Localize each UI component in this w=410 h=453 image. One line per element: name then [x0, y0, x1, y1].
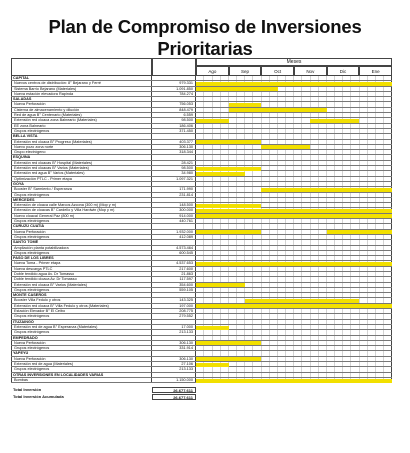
month-header: Ene: [359, 66, 392, 76]
row-timeline: [196, 267, 392, 271]
row-name: Sistema Barrio Bejarano (Materiales): [11, 87, 152, 91]
row-timeline: [196, 283, 392, 287]
total-label: Total Inversión: [13, 387, 42, 393]
row-timeline: [196, 246, 392, 250]
row-amount: 914.000: [152, 214, 196, 218]
row-timeline: [196, 309, 392, 313]
total-amount: 26.677.611: [152, 387, 196, 393]
row-amount: [152, 224, 196, 228]
row-name: Grupos electrógenos: [11, 330, 152, 334]
row-name: Extensión red cloaca B° Varios (Materiales): [11, 283, 152, 287]
total-row: [11, 393, 193, 400]
schedule-bar: [196, 209, 392, 213]
row-amount: 600.545: [152, 251, 196, 255]
row-name: Extensión de cloacas B° Cardello y Villa Hardwin (Mop y m): [11, 208, 152, 212]
schedule-bar: [261, 188, 392, 192]
row-amount: [152, 351, 196, 355]
row-timeline: [196, 214, 392, 218]
row-amount: 186.406: [152, 124, 196, 128]
row-name: SALADAS: [11, 97, 152, 101]
row-name: Extensión red cloaca B° Progreso (Materiales): [11, 140, 152, 144]
row-name: Red de agua B° Centenario (Materiales): [11, 113, 152, 117]
schedule-bar: [196, 87, 278, 91]
row-timeline: [196, 177, 392, 181]
row-name: SANTO TOMÉ: [11, 240, 152, 244]
row-amount: 403.377: [152, 140, 196, 144]
row-amount: 98.500: [152, 166, 196, 170]
row-name: BELLA VISTA: [11, 134, 152, 138]
row-timeline: [196, 187, 392, 191]
month-header: Oct: [261, 66, 294, 76]
row-name: Grupos electrógenos: [11, 251, 152, 255]
row-amount: 98.500: [152, 118, 196, 122]
row-amount: [152, 336, 196, 340]
row-name: Cisterna de almacenamiento y dilución: [11, 108, 152, 112]
row-amount: [152, 256, 196, 260]
schedule-bar: [196, 326, 229, 330]
schedule-bar: [310, 119, 359, 123]
row-timeline: [196, 288, 392, 292]
row-name: Nuevo cloacal General Paz (800 m): [11, 214, 152, 218]
row-timeline: [196, 320, 392, 324]
row-amount: 148.500: [152, 203, 196, 207]
row-amount: [152, 76, 196, 80]
row-amount: 354.600: [152, 283, 196, 287]
row-timeline: [196, 272, 392, 276]
row-name: ITUZAINGÓ: [11, 320, 152, 324]
row-name: Grupos electrógenos: [11, 314, 152, 318]
row-name: Booster Villa Fedulo y otros: [11, 298, 152, 302]
schedule-bar: [261, 145, 310, 149]
row-name: Nueva Perforación: [11, 102, 152, 106]
row-amount: 28.421: [152, 161, 196, 165]
row-name: Nueva Perforación: [11, 230, 152, 234]
schedule-bar: [196, 230, 261, 234]
row-name: Extensión red agua B° Varios (Materiales): [11, 171, 152, 175]
row-timeline: [196, 124, 392, 128]
row-timeline: [196, 81, 392, 85]
row-name: Booster B° Sarmiento / Esperanza: [11, 187, 152, 191]
row-amount: 559.105: [152, 288, 196, 292]
row-timeline: [196, 113, 392, 117]
row-name: ESQUINA: [11, 155, 152, 159]
page-title: Plan de Compromiso de Inversiones Prioritarias: [48, 16, 362, 59]
header-blank-name: [11, 58, 152, 76]
schedule-bar: [196, 204, 261, 208]
row-timeline: [196, 357, 392, 361]
row-name: EMPEDRADO: [11, 336, 152, 340]
table-row: [11, 378, 392, 383]
schedule-bar: [196, 172, 245, 176]
row-amount: 300.000: [152, 208, 196, 212]
row-timeline: [196, 261, 392, 265]
row-amount: 1.932.000: [152, 230, 196, 234]
row-amount: [152, 320, 196, 324]
row-amount: 213.133: [152, 367, 196, 371]
month-header: Ago: [196, 66, 229, 76]
schedule-bar: [196, 262, 392, 266]
month-header: Dic: [327, 66, 360, 76]
row-timeline: [196, 155, 392, 159]
row-amount: 306.130: [152, 145, 196, 149]
row-timeline: [196, 108, 392, 112]
row-timeline: [196, 330, 392, 334]
row-name: Nuevo pozo zona norte: [11, 145, 152, 149]
row-timeline: [196, 240, 392, 244]
row-name: Nueva estación elevadora Rapinda: [11, 92, 152, 96]
row-name: PASO DE LOS LIBRES: [11, 256, 152, 260]
row-amount: 440.761: [152, 219, 196, 223]
row-amount: 979.331: [152, 81, 196, 85]
row-name: MONTE CASEROS: [11, 293, 152, 297]
row-name: Nueva Perforación: [11, 341, 152, 345]
row-timeline: [196, 97, 392, 101]
schedule-bar: [245, 299, 359, 303]
row-name: Extensión red de agua (Materiales): [11, 362, 152, 366]
row-timeline: [196, 140, 392, 144]
row-amount: 756.053: [152, 102, 196, 106]
row-timeline: [196, 251, 392, 255]
row-timeline: [196, 145, 392, 149]
row-timeline: [196, 256, 392, 260]
row-timeline: [196, 198, 392, 202]
row-timeline: [196, 161, 392, 165]
row-name: Grupos electrógenos: [11, 367, 152, 371]
row-timeline: [196, 129, 392, 133]
row-timeline: [196, 378, 392, 382]
row-name: Optimización PTLC - Primer etapa: [11, 177, 152, 181]
header-blank-amount: [152, 58, 196, 76]
table-body: [11, 76, 392, 383]
row-name: CURUZÚ CUATIÁ: [11, 224, 152, 228]
row-timeline: [196, 351, 392, 355]
row-name: Extensión red cloacas B° Hospital (Materiales): [11, 161, 152, 165]
row-name: Bombas: [11, 378, 152, 382]
row-timeline: [196, 298, 392, 302]
row-timeline: [196, 325, 392, 329]
row-amount: 143.325: [152, 298, 196, 302]
row-name: Grupos electrógenos: [11, 288, 152, 292]
row-amount: 213.133: [152, 330, 196, 334]
row-name: Nueva Perforación: [11, 357, 152, 361]
schedule-bar: [196, 283, 245, 287]
schedule-bar: [196, 119, 229, 123]
row-timeline: [196, 367, 392, 371]
row-timeline: [196, 76, 392, 80]
row-timeline: [196, 150, 392, 154]
row-name: Grupo electrógeno: [11, 150, 152, 154]
schedule-bar: [196, 341, 261, 345]
row-timeline: [196, 182, 392, 186]
row-timeline: [196, 166, 392, 170]
row-amount: 17.000: [152, 325, 196, 329]
row-name: Nuevos centros de distribución: 8° Bejarano y Ferré: [11, 81, 152, 85]
schedule-bar: [196, 357, 261, 361]
row-amount: 27.106: [152, 362, 196, 366]
row-amount: 318.344: [152, 150, 196, 154]
month-header: Sep: [229, 66, 262, 76]
row-timeline: [196, 235, 392, 239]
row-timeline: [196, 193, 392, 197]
row-timeline: [196, 314, 392, 318]
schedule-bar: [196, 82, 392, 86]
row-amount: 279.552: [152, 314, 196, 318]
row-timeline: [196, 219, 392, 223]
total-row: [11, 387, 193, 394]
row-amount: 848.479: [152, 108, 196, 112]
month-header: Nov: [294, 66, 327, 76]
row-name: Nueva descarga PTLC: [11, 267, 152, 271]
row-timeline: [196, 230, 392, 234]
row-timeline: [196, 277, 392, 281]
header-meses: Meses: [196, 58, 392, 66]
row-amount: 171.990: [152, 187, 196, 191]
row-name: Doble tendido agua Av. Dr Tomasso: [11, 272, 152, 276]
row-timeline: [196, 336, 392, 340]
row-amount: 412.089: [152, 235, 196, 239]
row-name: Extensión red cloacas B° Varios (Materiales): [11, 166, 152, 170]
row-amount: [152, 373, 196, 377]
row-name: Grupos electrógenos: [11, 129, 152, 133]
row-amount: 6.559: [152, 113, 196, 117]
row-name: Ampliación planta potabilizadora: [11, 246, 152, 250]
schedule-bar: [327, 230, 392, 234]
row-amount: [152, 97, 196, 101]
row-timeline: [196, 118, 392, 122]
row-timeline: [196, 362, 392, 366]
schedule-bar: [196, 363, 229, 367]
row-amount: 4.537.653: [152, 261, 196, 265]
row-name: Extensión red cloaca zona Balneario (Materiales): [11, 118, 152, 122]
row-amount: 34.980: [152, 171, 196, 175]
row-name: GOYA: [11, 182, 152, 186]
row-name: Grupos electrógenos: [11, 193, 152, 197]
schedule-bar: [196, 167, 261, 171]
row-timeline: [196, 87, 392, 91]
row-name: MERCEDES: [11, 198, 152, 202]
schedule-bar: [196, 379, 392, 383]
row-name: Extensión de cloaca calle Marcos Azcona (300 m) (Mop y m): [11, 203, 152, 207]
row-timeline: [196, 304, 392, 308]
row-name: Doble tendido cloaca Av. Dr Tomasso: [11, 277, 152, 281]
schedule-bar: [196, 214, 392, 218]
row-timeline: [196, 346, 392, 350]
row-amount: 1.091.850: [152, 87, 196, 91]
row-amount: 4.573.464: [152, 246, 196, 250]
row-amount: 217.600: [152, 267, 196, 271]
row-amount: 197.000: [152, 304, 196, 308]
row-amount: 306.130: [152, 357, 196, 361]
row-timeline: [196, 224, 392, 228]
row-amount: 231.814: [152, 193, 196, 197]
row-timeline: [196, 134, 392, 138]
row-name: CAPITAL: [11, 76, 152, 80]
row-amount: [152, 134, 196, 138]
row-name: Grupos electrógenos: [11, 346, 152, 350]
row-timeline: [196, 208, 392, 212]
row-name: Extensión red cloaca B° Villa Fedulo y otros (Materiales): [11, 304, 152, 308]
row-name: Estación Elevador B° El Ceibo: [11, 309, 152, 313]
total-label: Total Inversión Acumulada: [13, 393, 64, 399]
row-amount: [152, 155, 196, 159]
row-timeline: [196, 92, 392, 96]
row-name: Extensión red de agua B° Esperanza (Materiales): [11, 325, 152, 329]
row-amount: 306.130: [152, 341, 196, 345]
row-timeline: [196, 341, 392, 345]
row-amount: 784.274: [152, 92, 196, 96]
row-name: Grupos electrógenos: [11, 235, 152, 239]
row-timeline: [196, 203, 392, 207]
schedule-bar: [196, 304, 392, 308]
row-amount: 371.450: [152, 129, 196, 133]
row-timeline: [196, 293, 392, 297]
schedule-bar: [196, 140, 261, 144]
row-amount: 1.150.000: [152, 378, 196, 382]
schedule-bar: [229, 103, 262, 107]
row-amount: 117.597: [152, 277, 196, 281]
row-timeline: [196, 373, 392, 377]
row-amount: [152, 182, 196, 186]
row-amount: [152, 293, 196, 297]
schedule-bar: [229, 108, 327, 112]
row-timeline: [196, 171, 392, 175]
row-name: EE zona Balneario: [11, 124, 152, 128]
row-name: OTRAS INVERSIONES EN LOCALIDADES VARIAS: [11, 373, 152, 377]
row-amount: 21.863: [152, 272, 196, 276]
row-name: YAPEYÚ: [11, 351, 152, 355]
row-amount: [152, 240, 196, 244]
row-amount: [152, 198, 196, 202]
row-name: Nueva Toma - Primer etapa: [11, 261, 152, 265]
total-amount: 26.677.611: [152, 394, 196, 400]
row-amount: 1.097.321: [152, 177, 196, 181]
row-name: Grupos electrógenos: [11, 219, 152, 223]
row-amount: 208.775: [152, 309, 196, 313]
row-amount: 331.914: [152, 346, 196, 350]
row-timeline: [196, 102, 392, 106]
